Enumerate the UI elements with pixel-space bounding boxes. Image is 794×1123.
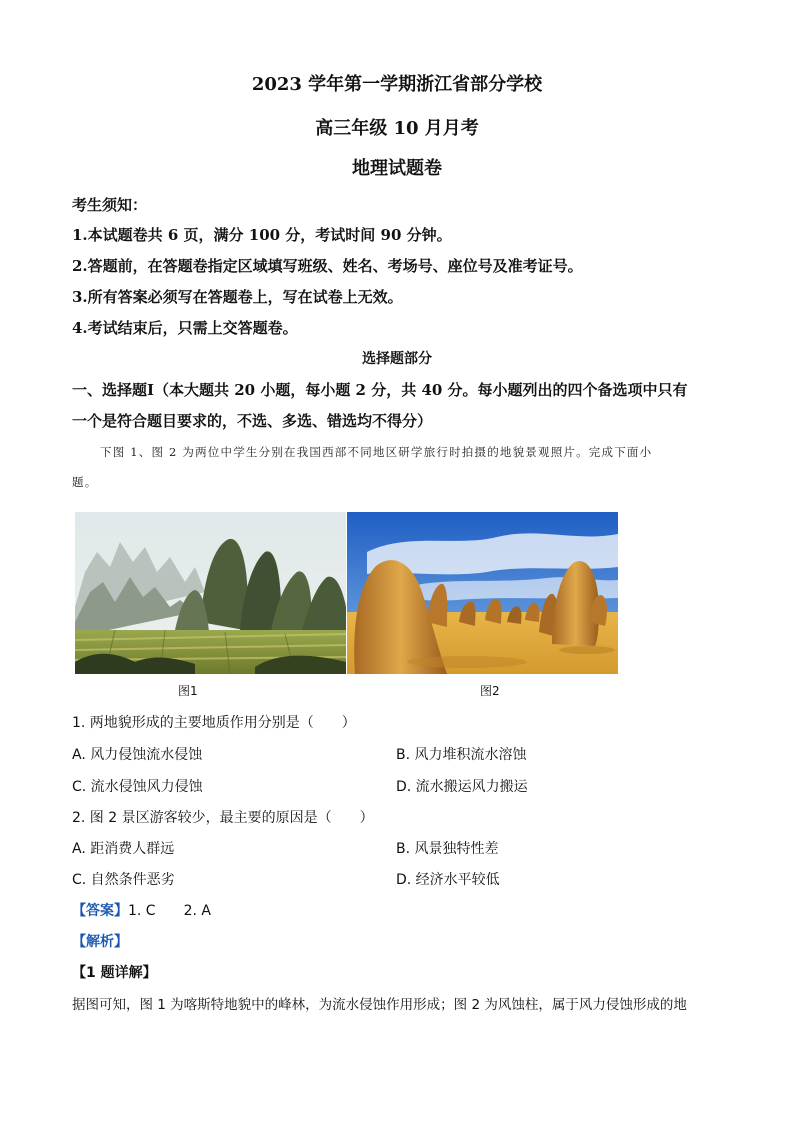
question-1-stem: 1. 两地貌形成的主要地质作用分别是（ ） [72,715,356,731]
question-1-option-c: C. 流水侵蚀风力侵蚀 [72,779,203,795]
analysis-label: 【解析】 [72,934,128,950]
question-2-option-b: B. 风景独特性差 [396,841,499,857]
question-2-option-c: C. 自然条件恶劣 [72,872,175,888]
figure-2-wind-erosion-photo [347,512,618,674]
question-1-option-a: A. 风力侵蚀流水侵蚀 [72,747,203,763]
section-title: 选择题部分 [362,351,432,367]
question-2-option-a: A. 距消费人群远 [72,841,175,857]
wind-erosion-pillars-illustration [347,512,618,674]
figure-1-caption: 图1 [178,684,198,698]
answer-line [72,900,211,920]
notice-item-3: 3.所有答案必须写在答题卷上，写在试卷上无效。 [72,288,403,306]
intro-line2: 题。 [72,475,98,489]
question-2-stem: 2. 图 2 景区游客较少，最主要的原因是（ ） [72,810,374,826]
analysis-detail-label: 【1 题详解】 [72,965,157,981]
answer-label: 【答案】 [72,903,128,919]
notice-item-1: 1.本试题卷共 6 页，满分 100 分，考试时间 90 分钟。 [72,226,452,244]
karst-landscape-illustration [75,512,346,674]
exam-title-line2: 高三年级 10 月月考 [315,118,479,139]
analysis-text: 据图可知，图 1 为喀斯特地貌中的峰林，为流水侵蚀作用形成；图 2 为风蚀柱，属于风力侵蚀形成的地 [72,997,687,1013]
intro-line1: 下图 1、图 2 为两位中学生分别在我国西部不同地区研学旅行时拍摄的地貌景观照片。完成下面小 [100,445,653,459]
notice-item-2: 2.答题前，在答题卷指定区域填写班级、姓名、考场号、座位号及准考证号。 [72,257,583,275]
exam-title-line3: 地理试题卷 [352,158,442,179]
question-1-option-d: D. 流水搬运风力搬运 [396,779,528,795]
figure-1-karst-photo [75,512,346,674]
notice-heading: 考生须知： [72,196,148,214]
exam-title-line1: 2023 学年第一学期浙江省部分学校 [251,74,543,95]
question-2-option-d: D. 经济水平较低 [396,872,500,888]
figure-2-caption: 图2 [480,684,500,698]
answer-text: 1. C 2. A [128,903,211,919]
part-instructions-line2: 一个是符合题目要求的，不选、多选、错选均不得分） [72,412,433,430]
question-1-option-b: B. 风力堆积流水溶蚀 [396,747,527,763]
notice-item-4: 4.考试结束后，只需上交答题卷。 [72,319,298,337]
part-instructions-line1: 一、选择题Ⅰ（本大题共 20 小题，每小题 2 分，共 40 分。每小题列出的四个备选项中只有 [72,381,688,399]
